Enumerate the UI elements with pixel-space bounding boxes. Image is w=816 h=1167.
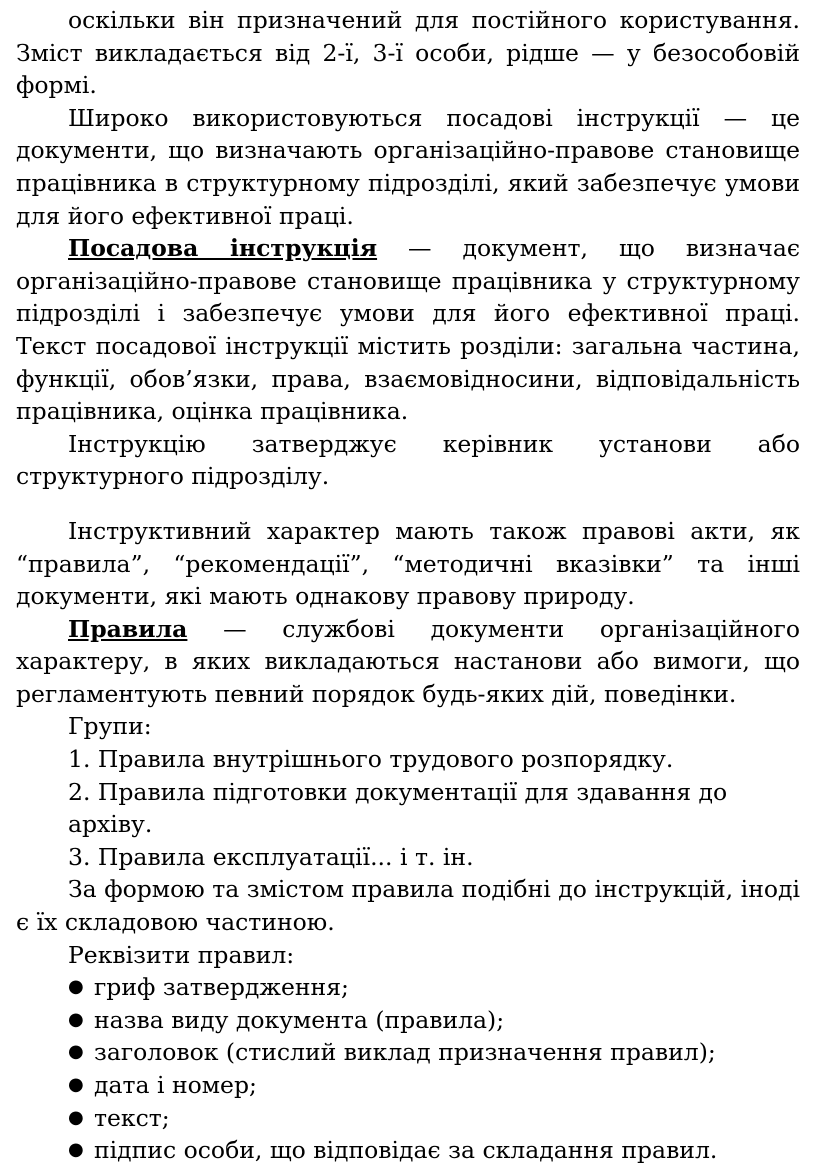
- paragraph-instructive-acts: Інструктивний характер мають також правові акти, як “правила”, “рекомендації”, “методичні вказівки” та інші документи, які мають однакову правову природу.: [16, 516, 800, 611]
- paragraph-continuation: оскільки він призначений для постійного користування. Зміст викладається від 2-ї, 3-ї особи, рідше — у безособовій формі.: [16, 6, 800, 100]
- bullet-icon: ●: [68, 1106, 84, 1128]
- group-item: 3. Правила експлуатації... і т. ін.: [68, 842, 474, 871]
- bullet-icon: ●: [68, 976, 84, 998]
- list-item: ● заголовок (стислий виклад призначення правил);: [16, 1036, 800, 1069]
- bullet-icon: ●: [68, 1041, 84, 1063]
- document-page: [16, 4, 800, 1167]
- list-item: ● текст;: [16, 1102, 800, 1135]
- paragraph-form-content: За формою та змістом правила подібні до інструкцій, іноді є їх складовою частиною.: [16, 875, 800, 937]
- list-item: ● дата і номер;: [16, 1069, 800, 1102]
- group-item: 1. Правила внутрішнього трудового розпорядку.: [68, 745, 674, 774]
- term-rules: Правила: [68, 614, 188, 643]
- bullet-icon: ●: [68, 1074, 84, 1095]
- paragraph-approval: Інструкцію затверджує керівник установи або структурного підрозділу.: [16, 429, 800, 491]
- term-job-instruction: Посадова інструкція: [68, 234, 378, 263]
- bullet-icon: ●: [68, 1008, 84, 1030]
- bullet-icon: ●: [68, 1139, 84, 1161]
- requisites-list: [16, 971, 800, 1167]
- list-item: ● підпис особи, що відповідає за складання правил.: [16, 1134, 800, 1167]
- definition-text: — службові документи організаційного характеру, в яких викладаються настанови або вимоги, що регламентують певний порядок будь-яких дій, поведінки.: [16, 614, 800, 708]
- requisites-label: Реквізити правил:: [68, 940, 295, 969]
- group-item: 2. Правила підготовки документації для здавання до архіву.: [68, 777, 728, 839]
- paragraph-job-instruction-definition: [16, 232, 800, 428]
- definition-text: — документ, що визначає організаційно-правове становище працівника у структурному підрозділі і забезпечує умови для його ефективної праці. Текст посадової інструкції містить розділи: загальна частина, функції, обов’язки, права, взаємовідносини, відповідальність працівника, оцінка працівника.: [16, 234, 800, 426]
- paragraph-job-instructions-intro: Широко використовуються посадові інструкції — це документи, що визначають організаційно-правове становище працівника в структурному підрозділі, який забезпечує умови для його ефективної праці.: [16, 103, 800, 230]
- groups-label: Групи:: [68, 712, 152, 741]
- list-item: ● гриф затвердження;: [16, 971, 800, 1004]
- list-item: ● назва виду документа (правила);: [16, 1004, 800, 1037]
- paragraph-rules-definition: [16, 613, 800, 711]
